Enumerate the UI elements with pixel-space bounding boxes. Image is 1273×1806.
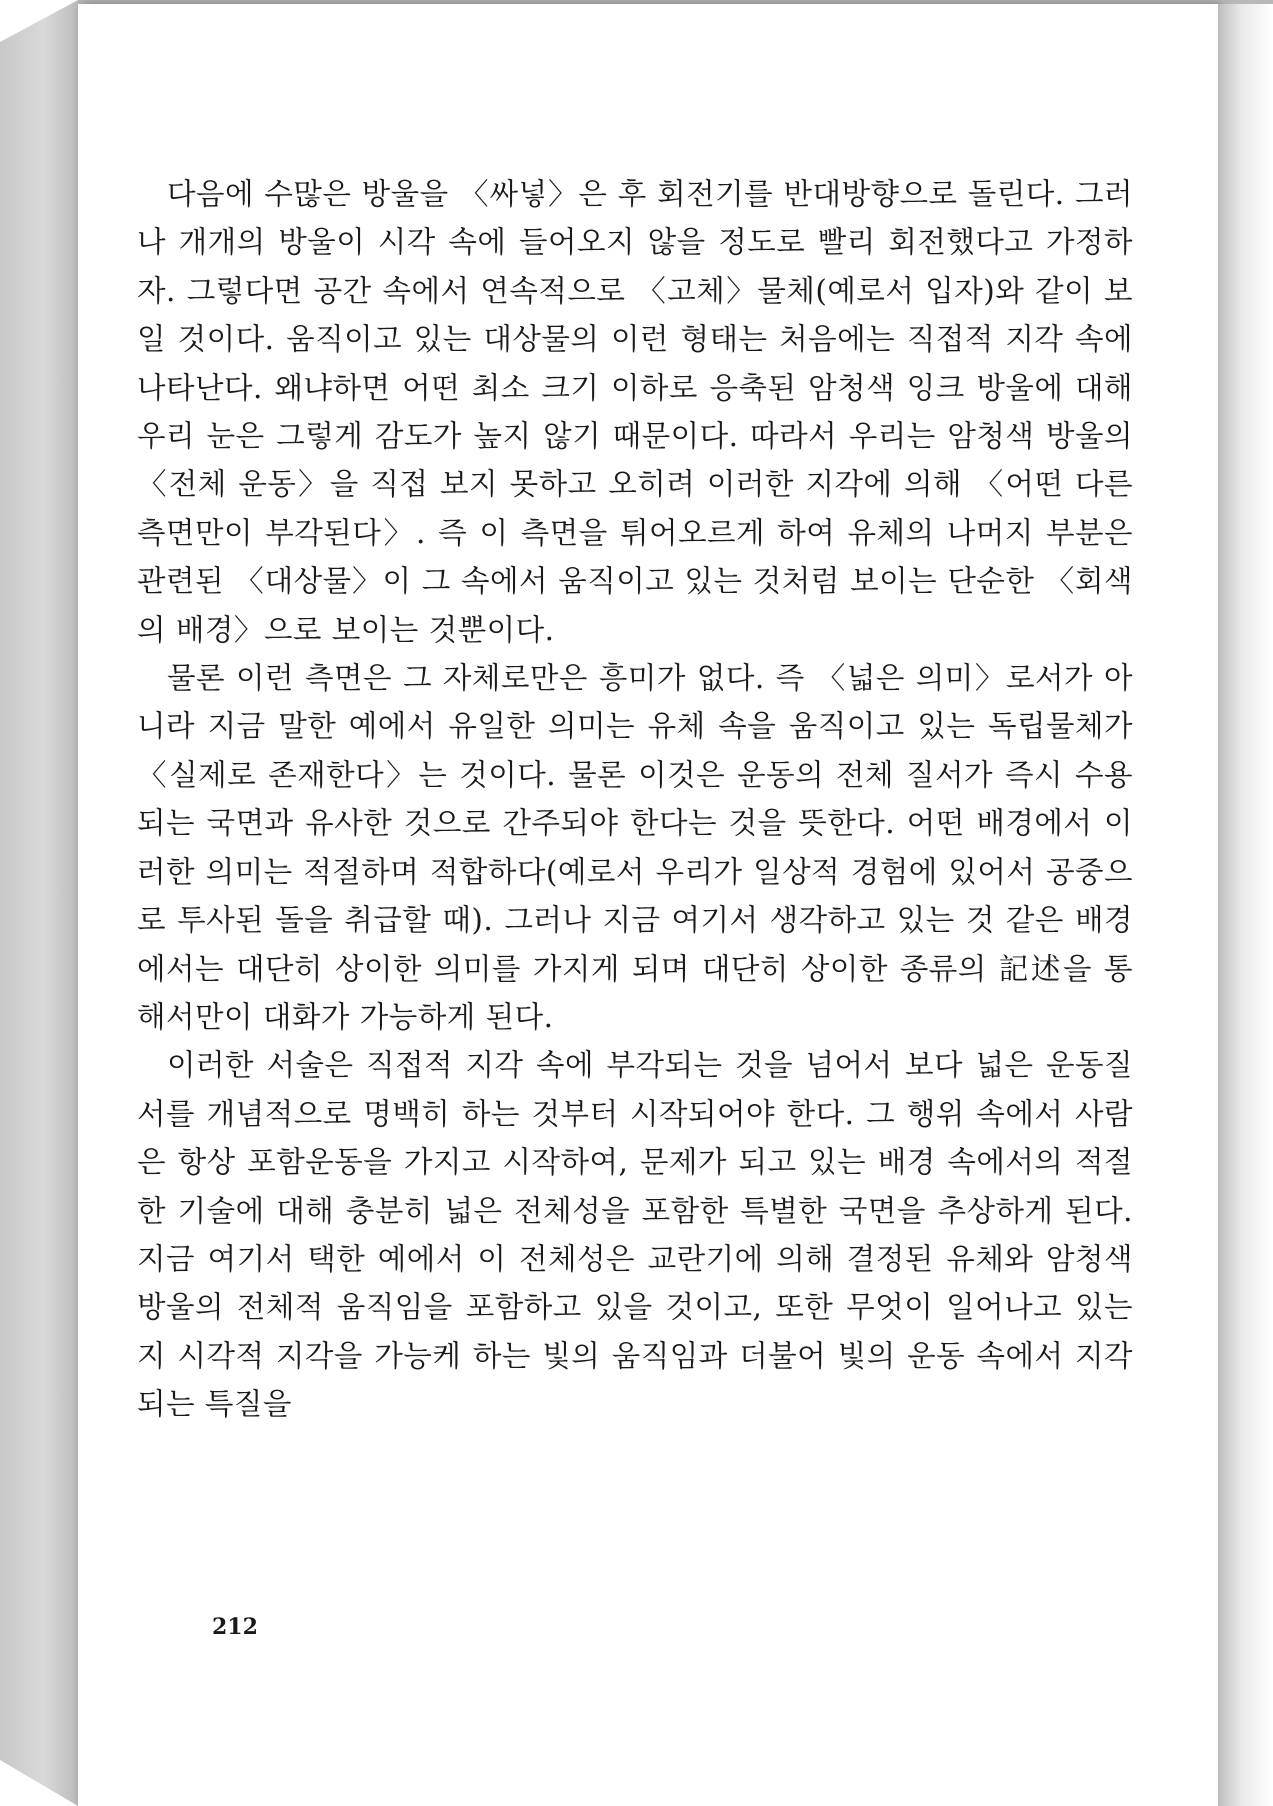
page-edge-shadow <box>1218 4 1273 1806</box>
paragraph-2: 물론 이런 측면은 그 자체로만은 흥미가 없다. 즉 〈넓은 의미〉로서가 아니라 지금 말한 예에서 유일한 의미는 유체 속을 움직이고 있는 독립물체가 〈실제로 존재한다〉는 것이다. 물론 이것은 운동의 전체 질서가 즉시 수용되는 국면과 유사한 것으로 간주되야 한다는 것을 뜻한다. 어떤 배경에서 이러한 의미는 적절하며 적합하다(예로서 우리가 일상적 경험에 있어서 공중으로 투사된 돌을 취급할 때). 그러나 지금 여기서 생각하고 있는 것 같은 배경에서는 대단히 상이한 의미를 가지게 되며 대단히 상이한 종류의 記述을 통해서만이 대화가 가능하게 된다. <box>137 661 1133 1034</box>
page-number: 212 <box>212 1614 258 1640</box>
paragraph-3: 이러한 서술은 직접적 지각 속에 부각되는 것을 넘어서 보다 넓은 운동질서를 개념적으로 명백히 하는 것부터 시작되어야 한다. 그 행위 속에서 사람은 항상 포함운동을 가지고 시작하여, 문제가 되고 있는 배경 속에서의 적절한 기술에 대해 충분히 넓은 전체성을 포함한 특별한 국면을 추상하게 된다. 지금 여기서 택한 예에서 이 전체성은 교란기에 의해 결정된 유체와 암청색 방울의 전체적 움직임을 포함하고 있을 것이고, 또한 무엇이 일어나고 있는지 시각적 지각을 가능케 하는 빛의 움직임과 더불어 빛의 운동 속에서 지각되는 특질을 <box>137 1048 1133 1422</box>
book-spine-edge <box>0 0 78 1806</box>
body-text <box>137 170 1133 1429</box>
paragraph-1: 다음에 수많은 방울을 〈싸넣〉은 후 회전기를 반대방향으로 돌린다. 그러나 개개의 방울이 시각 속에 들어오지 않을 정도로 빨리 회전했다고 가정하자. 그렇다면 공간 속에서 연속적으로 〈고체〉물체(예로서 입자)와 같이 보일 것이다. 움직이고 있는 대상물의 이런 형태는 처음에는 직접적 지각 속에 나타난다. 왜냐하면 어떤 최소 크기 이하로 응축된 암청색 잉크 방울에 대해 우리 눈은 그렇게 감도가 높지 않기 때문이다. 따라서 우리는 암청색 방울의 〈전체 운동〉을 직접 보지 못하고 오히려 이러한 지각에 의해 〈어떤 다른 측면만이 부각된다〉. 즉 이 측면을 튀어오르게 하여 유체의 나머지 부분은 관련된 〈대상물〉이 그 속에서 움직이고 있는 것처럼 보이는 단순한 〈회색의 배경〉으로 보이는 것뿐이다. <box>137 177 1133 647</box>
